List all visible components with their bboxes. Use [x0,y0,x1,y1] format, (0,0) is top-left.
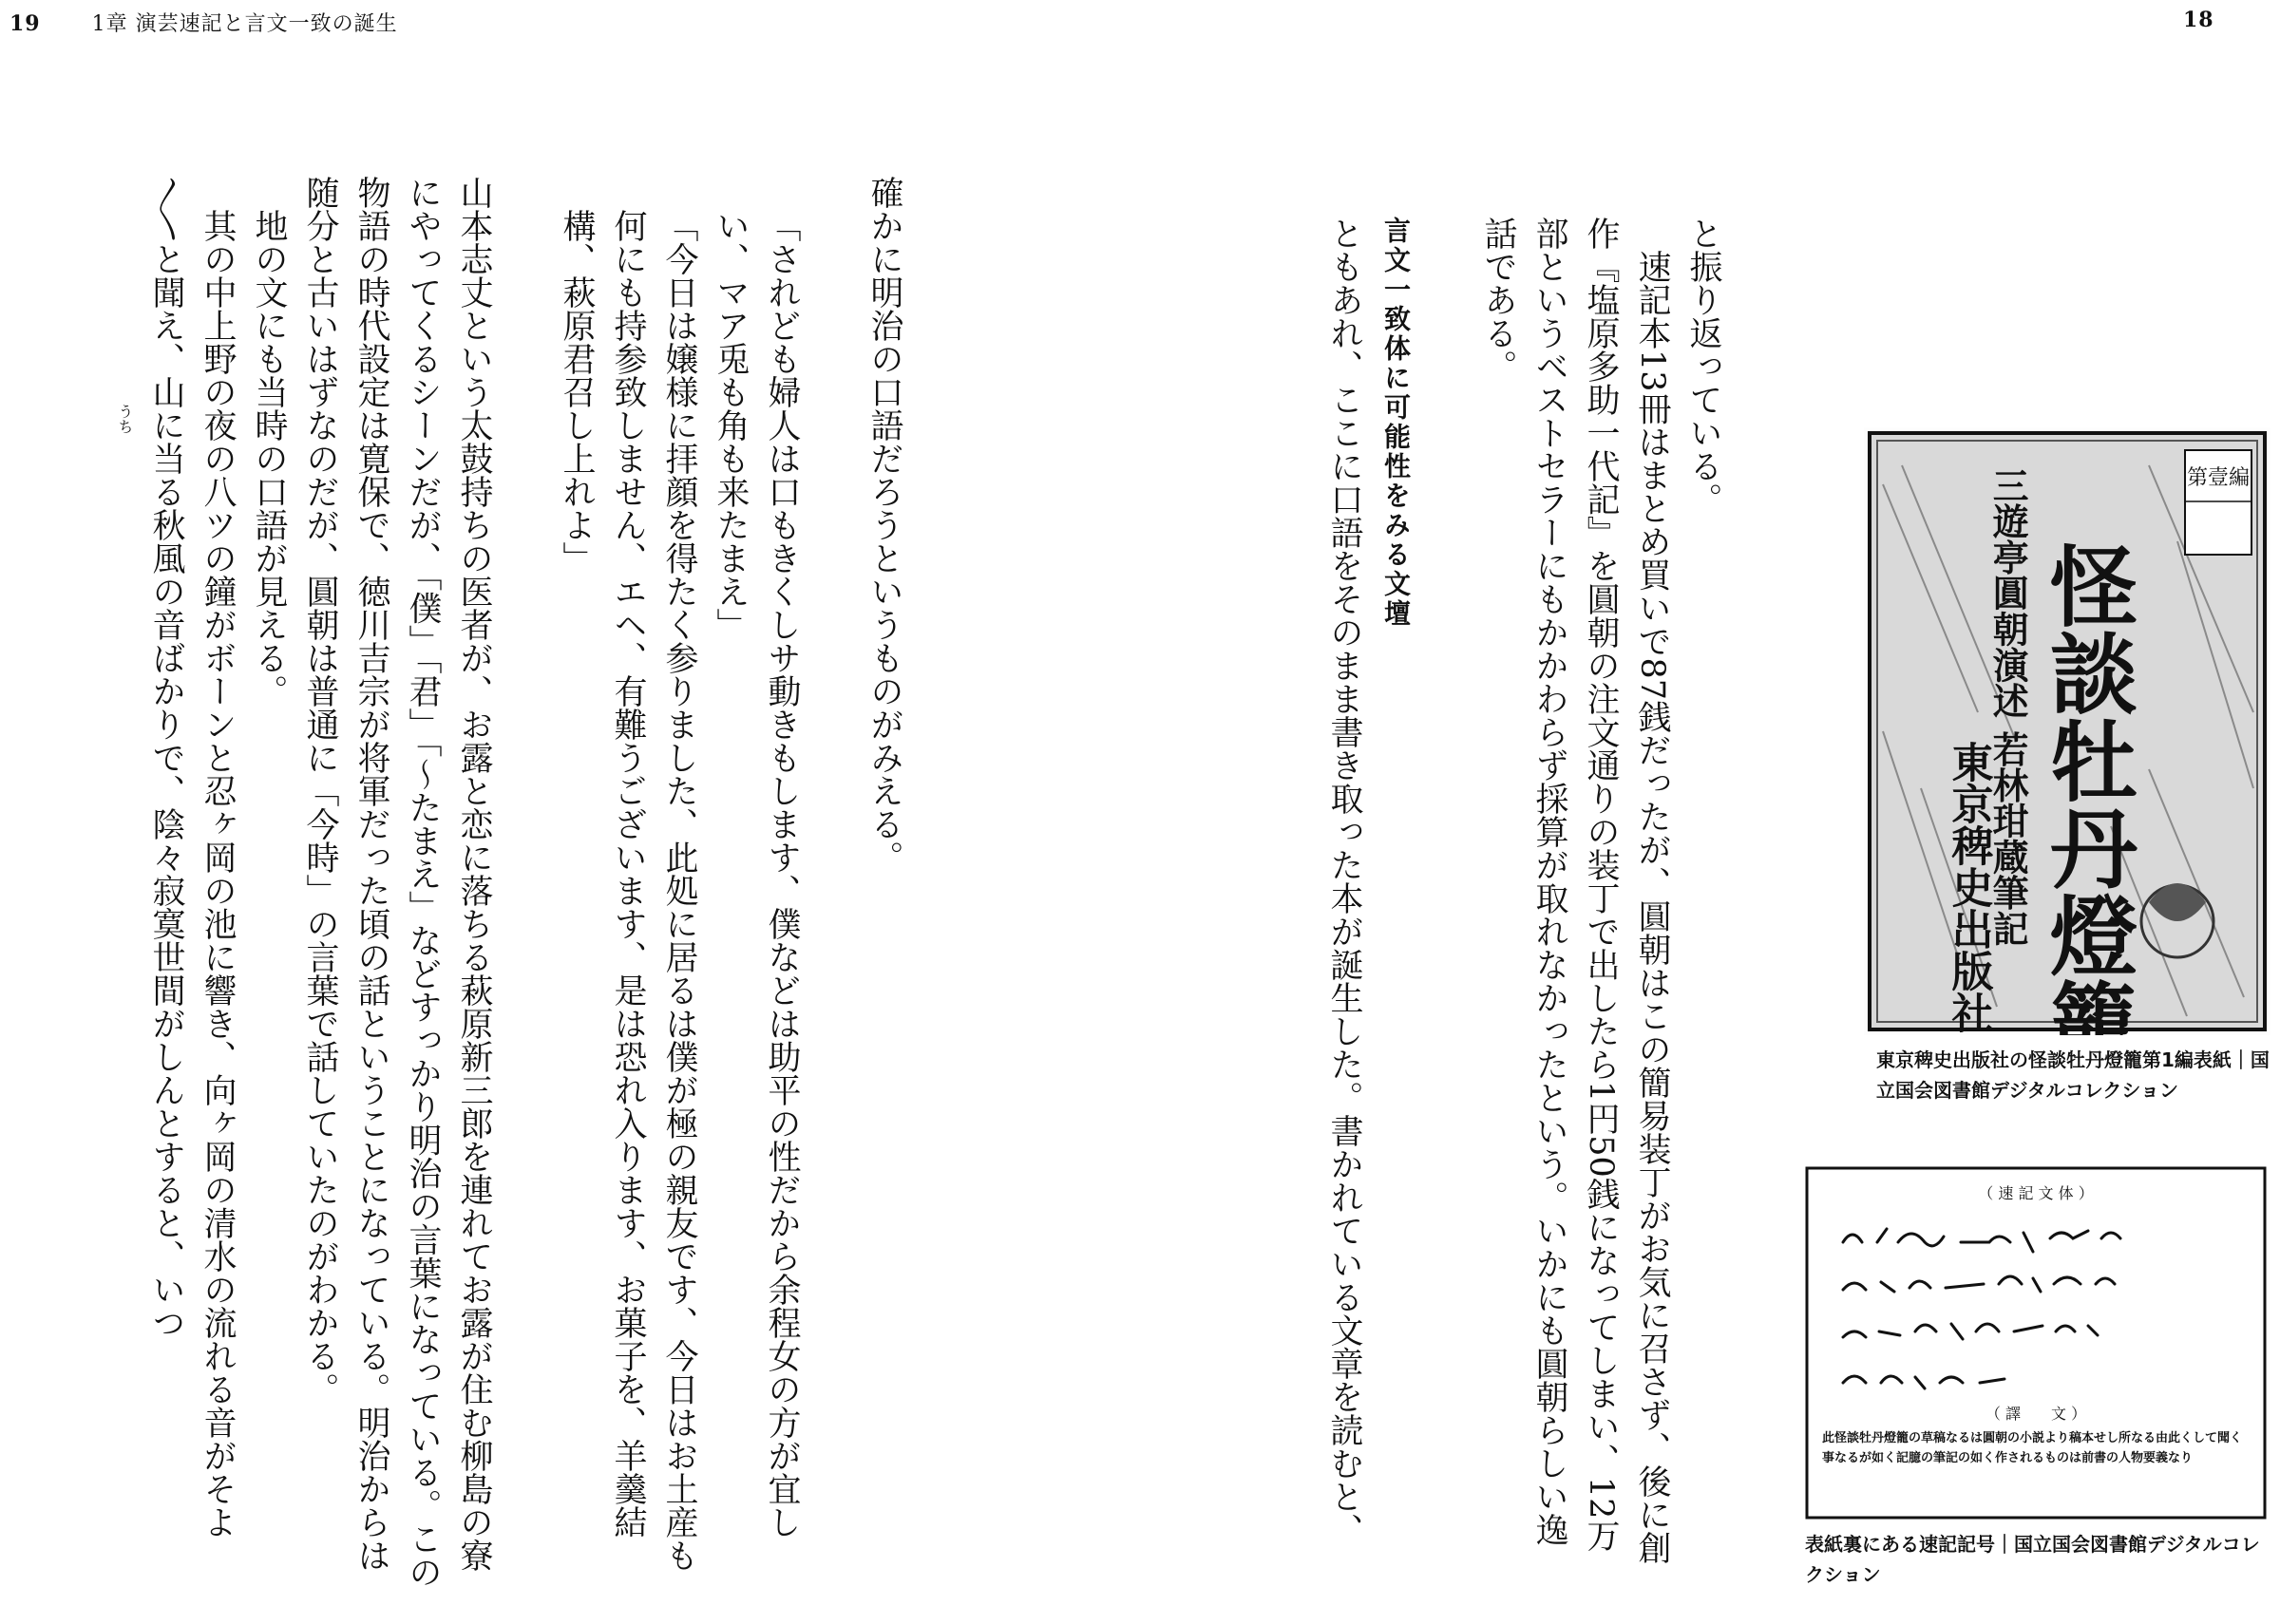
paragraph: 地の文にも当時の口語が見える。 [250,209,288,708]
page-number-right: 18 [2183,8,2214,32]
page-number-left: 19 [10,11,41,36]
running-title: 1章 演芸速記と言文一致の誕生 [91,12,398,36]
book-cover-image [1864,427,2270,1035]
cover-edition: 第壹編 [2186,466,2251,490]
figure-caption-text: 表紙裏にある速記記号｜国立国会図書館デジタルコレクション [1805,1533,2260,1586]
section-heading: 言文一致体に可能性をみる文壇 [1380,217,1412,629]
left-page-text [141,176,910,1591]
spacer [500,176,551,1591]
ruby-annotation: うち [116,404,134,434]
figure-caption-text: 東京稗史出版社の怪談牡丹燈籠第1編表紙｜国立国会図書館デジタルコレクション [1876,1048,2270,1102]
cover-title: 怪談牡丹燈籠 [2036,541,2138,1035]
cover-publisher: 東京稗史出版社 [1944,741,1993,1033]
running-header-right [2183,8,2214,32]
spacer [808,176,859,1591]
spacer [1421,217,1472,1575]
shorthand-label-top: （ 速 記 文 体 ） [1978,1184,2094,1202]
cover-subtitle: 三遊亭圓朝演述 若林玵蔵筆記 [1986,467,2029,947]
paragraph: と振り返っている。 [1684,217,1722,516]
shorthand-drawing [1805,1166,2267,1520]
right-page-text [1319,217,1729,1575]
shorthand-label-bottom: （ 譯 文 ） [1985,1405,2087,1423]
paragraph: 確かに明治の口語だろうというものがみえる。 [865,176,903,874]
shorthand-symbols-image [1805,1166,2267,1520]
paragraph: 山本志丈という太鼓持ちの医者が、お露と恋に落ちる萩原新三郎を連れてお露が住む柳島の寮にやってくるシーンだが、「僕」「君」「〜たまえ」などすっかり明治の言葉になっている。この物語の時代設定は寛保で、徳川吉宗が将軍だった頃の話ということになっている。明治からは随分と古いはずなのだが、圓朝は普通に「今時」の言葉で話していたのがわかる。 [301,176,493,1589]
paragraph: ともあれ、ここに口語をそのまま書き取った本が誕生した。書かれている文章を読むと、 [1325,217,1363,1546]
paragraph: 速記本13冊はまとめ買いで87銭だったが、圓朝はこの簡易装丁がお気に召さず、後に創作『塩原多助一代記』を圓朝の注文通りの装丁で出したら1円50銭になってしまい、12万部というベストセラーにもかかわらず採算が取れなかったという。いかにも圓朝らしい逸話である。 [1479,217,1671,1565]
figure-caption [1805,1529,2270,1590]
book-cover-drawing [1864,427,2270,1035]
paragraph: 其の中上野の夜の八ツの鐘がボーンと忍ヶ岡の池に響き、向ヶ岡の清水の流れる音がそよ〳〵と聞え、山に当る秋風の音ばかりで、陰々寂寞世間がしんとすると、いつ [147,176,237,1539]
shorthand-translation: 此怪談牡丹燈籠の草稿なるは圓朝の小説より稿本せし所なる由此くして聞く事なるが如く記臆の筆記の如く作されるものは前書の人物要義なり [1822,1431,2243,1465]
quote: 「今日は嬢様に拝顔を得たく参りました、此処に居るは僕が極の親友です、今日はお土産も何にも持参致しません、エヘ、有難うございます、是は恐れ入ります、お菓子を、羊羹結構、萩原君召し上れよ」 [558,209,698,1572]
quote: 「されども婦人は口もきくしサ動きもします、僕などは助平の性だから余程女の方が宜しい、マア兎も角も来たまえ」 [712,209,801,1539]
figure-caption [1876,1045,2275,1105]
running-header-left [10,8,398,37]
